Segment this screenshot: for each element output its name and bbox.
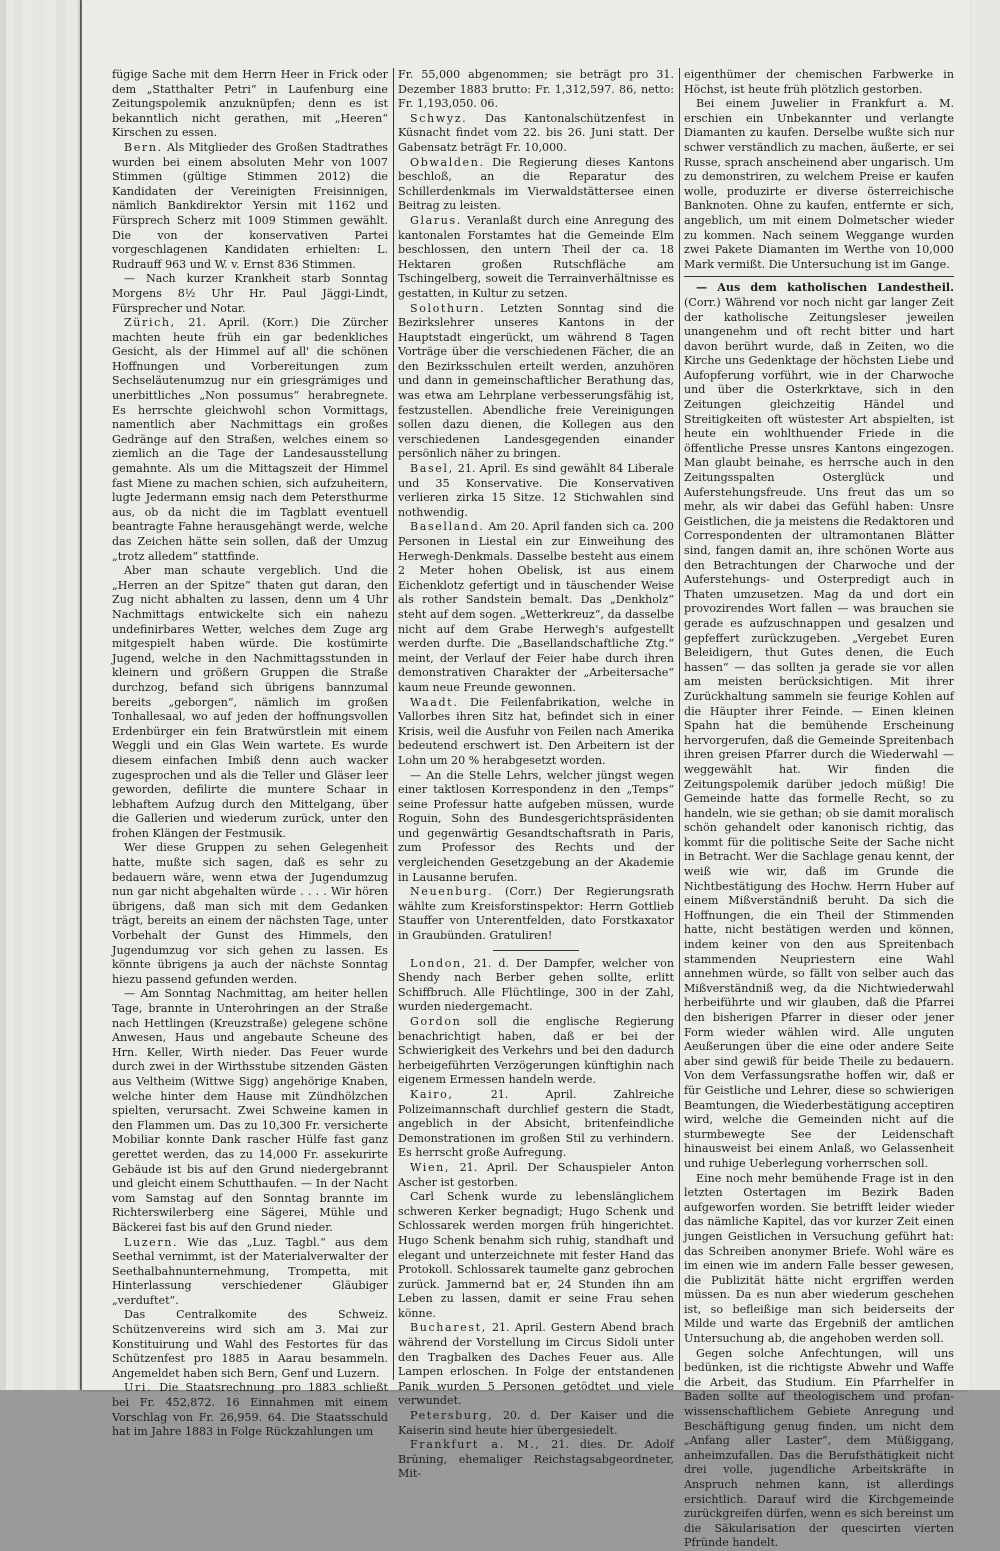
article-paragraph <box>398 769 674 886</box>
column-rule <box>679 68 680 1380</box>
paragraph-lead: Obwalden. <box>410 155 485 169</box>
article-paragraph <box>112 841 388 987</box>
paragraph-text: eigenthümer der chemischen Farbwerke in Höchst, ist heute früh plötzlich gestorben. <box>684 68 954 96</box>
article-paragraph <box>684 68 954 97</box>
paragraph-text: Letzten Sonntag sind die Bezirkslehrer unseres Kantons in der Hauptstadt eingerückt, um während 8 Tagen Vorträge über die verschiedenen Fächer, die an den Bezirksschulen erteilt werden, anzuhören und dann in gemeinschaftlicher Berathung das, was etwa am Lehrplane verbesserungsfähig ist, festzustellen. Abendliche freie Vereinigungen sollen dazu dienen, die Kollegen aus den verschiedenen Landesgegenden einander persönlich näher zu bringen. <box>398 301 674 461</box>
paragraph-text: 21. April. Zahlreiche Polizeimannschaft durchlief gestern die Stadt, angeblich in der Absicht, britenfeindliche Demonstrationen im großen Stil zu verhindern. Es herrscht große Aufregung. <box>398 1087 674 1160</box>
article-paragraph <box>112 1236 388 1309</box>
paragraph-text: Wie das „Luz. Tagbl.“ aus dem Seethal vernimmt, ist der Materialverwalter der Seethalbahnunternehmung, Trompetta, mit Hinterlassung verschiedener Gläubiger „verduftet“. <box>112 1235 388 1307</box>
paragraph-lead: Wien, <box>410 1160 450 1174</box>
article-paragraph <box>398 1190 674 1321</box>
article-paragraph <box>112 272 388 316</box>
section-separator <box>493 950 579 951</box>
paragraph-text: Carl Schenk wurde zu lebenslänglichem schweren Kerker begnadigt; Hugo Schenk und Schlossarek werden morgen früh hingerichtet. Hugo Schenk benahm sich ruhig, standhaft und elegant und unterzeichnete mit fester Hand das Protokoll. Schlossarek taumelte ganz gebrochen zurück. Jammernd bat er, 24 Stunden ihn am Leben zu lassen, damit er seine Frau sehen könne. <box>398 1190 674 1320</box>
article-paragraph <box>112 141 388 272</box>
paragraph-text: — An die Stelle Lehrs, welcher jüngst wegen einer taktlosen Korrespondenz in den „Temps“ seine Professur hatte aufgeben müssen, wurde Roguin, Sohn des Bundesgerichtspräsidenten und gegenwärtig Gesandtschaftsrath in Paris, zum Professor des Rechts und der vergleichenden Gesetzgebung an der Akademie in Lausanne berufen. <box>398 768 674 884</box>
paragraph-lead: Frankfurt a. M., <box>410 1438 541 1452</box>
article-paragraph <box>398 1088 674 1161</box>
paragraph-text: Das Centralkomite des Schweiz. Schützenvereins wird sich am 3. Mai zur Konstituirung und Wahl des Festortes für das Schützenfest pro 1885 in Aarau besammeln. Angemeldet haben sich Bern, Genf und Luzern. <box>112 1308 388 1380</box>
section-rule <box>684 276 954 277</box>
paragraph-text: fügige Sache mit dem Herrn Heer in Frick oder dem „Statthalter Petri“ in Laufenburg eine Zeitungspolemik anzuknüpfen; denn es ist bekanntlich nicht gerathen, mit „Heeren“ Kirschen zu essen. <box>112 68 388 140</box>
paragraph-text: Am 20. April fanden sich ca. 200 Personen in Liestal ein zur Einweihung des Herwegh-Denkmals. Dasselbe besteht aus einem 2 Meter hohen Obelisk, ist aus einem Eichenklotz gefertigt und in täuschender Weise als rother Sandstein bemalt. Das „Denkholz“ steht auf dem sogen. „Wetterkreuz“, da dasselbe nicht auf dem Grabe Herwegh's aufgestellt werden durfte. Die „Basellandschaftliche Ztg.“ meint, der Verlauf der Feier habe durch ihren demonstrativen Charakter der „Arbeitersache“ kaum neue Freunde gewonnen. <box>398 520 674 694</box>
column-area <box>112 68 955 1550</box>
paragraph-text: 20. d. Der Kaiser und die Kaiserin sind heute hier übergesiedelt. <box>398 1409 674 1437</box>
paragraph-lead: Uri. <box>124 1381 153 1395</box>
article-paragraph <box>684 1172 954 1347</box>
paragraph-text: Wer diese Gruppen zu sehen Gelegenheit hatte, mußte sich sagen, daß es sehr zu bedauern wäre, wenn etwa der Jugendumzug nun gar nicht abgehalten würde . . . . Wir hören übrigens, daß man sich mit dem Gedanken trägt, bereits an einem der nächsten Tage, unter Vorbehalt der Gunst des Himmels, den Jugendumzug vor sich gehen zu lassen. Es könnte übrigens ja auch der nächste Sonntag hiezu passend gefunden werden. <box>112 841 388 986</box>
column-3 <box>684 68 955 1550</box>
article-paragraph <box>398 1161 674 1190</box>
article-paragraph <box>684 97 954 272</box>
paragraph-lead: Bucharest, <box>410 1321 487 1335</box>
paragraph-text: Als Mitglieder des Großen Stadtrathes wurden bei einem absoluten Mehr von 1007 Stimmen (gültige Stimmen 2012) die Kandidaten der Vereinigten Freisinnigen, nämlich Bankdirektor Yersin mit 1162 und Fürsprech Scherz mit 1009 Stimmen gewählt. Die von der konservativen Partei vorgeschlagenen Kandidaten erhielten: L. Rudrauff 963 und W. v. Ernst 836 Stimmen. <box>112 140 388 271</box>
paragraph-lead: Zürich, <box>124 316 176 330</box>
paragraph-lead: Neuenburg. <box>410 885 494 899</box>
article-paragraph <box>398 696 674 769</box>
article-paragraph <box>398 520 674 695</box>
paragraph-text: Bei einem Juwelier in Frankfurt a. M. erschien ein Unbekannter und verlangte Diamanten zu kaufen. Derselbe wußte sich nur schwer verständlich zu machen, äußerte, er sei Russe, sprach anscheinend aber ungarisch. Um zu demonstriren, zu welchem Preise er kaufen wolle, produzirte er diverse österreichische Banknoten. Ohne zu kaufen, entfernte er sich, angeblich, um mit einem Dolmetscher wieder zu kommen. Nach seinem Weggange wurden zwei Pakete Diamanten im Werthe von 10,000 Mark vermißt. Die Untersuchung ist im Gange. <box>684 97 954 271</box>
paragraph-lead: Luzern. <box>124 1235 179 1249</box>
column-2 <box>398 68 674 1481</box>
paragraph-text: (Corr.) Während vor noch nicht gar langer Zeit der katholische Zeitungsleser jeweilen unangenehm und oft recht bitter und hart davon berührt wurde, daß in Zeiten, wo die Kirche uns Gedenktage der höchsten Liebe und Aufopferung vorführt, wie in der Charwoche und über die Osterkrktave, sich in den Zeitungen gleichzeitig Händel und Streitigkeiten oft wüstester Art abspielten, ist heute ein wohlthuender Friede in die öffentliche Presse unsres Kantons eingezogen. Man glaubt beinahe, es herrsche auch in den Zeitungsspalten Osterglück und Auferstehungsfreude. Uns freut das um so mehr, als wir dabei das Gefühl haben: Unsre Geistlichen, die ja meistens die Redaktoren und Correspondenten der ultramontanen Blätter sind, fangen damit an, ihre schönen Worte aus den Betrachtungen der Charwoche und der Auferstehungs- und Osterpredigt auch in Thaten umzusetzen. Mag da und dort ein provozirendes Wort fallen — was brauchen sie gerade es aufzuschnappen und gesalzen und gepfeffert zurückzugeben. „Vergebet Euren Beleidigern, thut Gutes denen, die Euch hassen“ — das sollten ja gerade sie vor allen am meisten berücksichtigen. Mit ihrer Zurückhaltung sammeln sie feurige Kohlen auf die Häupter ihrer Feinde. — Einen kleinen Spahn hat die bemühende Erscheinung hervorgerufen, daß die Gemeinde Spreitenbach ihren greisen Pfarrer durch die Wiederwahl — weggewählt hat. Wir finden die Zeitungspolemik darüber jedoch müßig! Die Gemeinde hatte das formelle Recht, so zu handeln, wie sie gethan; ob sie damit moralisch schön gehandelt oder kanonisch richtig, das kommt für die politische Seite der Sache nicht in Betracht. Wer die Sachlage genau kennt, der weiß wie wir, daß im Grunde die Nichtbestätigung des Hochw. Herrn Huber auf einem Mißverständniß beruht. Da sich die Hoffnungen, die ein Theil der Stimmenden hatte, nicht bestätigen werden und können, indem keiner von den aus Spreitenbach stammenden Neupriestern eine Wahl annehmen würde, so fällt von selber auch das Mißverständniß weg, da die Nichtwiederwahl herbeiführte und wir glauben, daß die Pfarrei den bisherigen Pfarrer in dieser oder jener Form wieder wählen wird. Alle unguten Aeußerungen über die eine oder andere Seite aber sind gewiß für beide Theile zu bedauern. Von dem Verfassungsrathe hoffen wir, daß er für Geistliche und Lehrer, diese so schwierigen Beamtungen, die Wiederbestätigung acceptiren wird, welche die Gemeinden nicht auf die sturmbewegte See der Leidenschaft hinausweist bei einem Anlaß, wo Gelassenheit und ruhige Ueberlegung vorherrschen soll. <box>684 295 954 1170</box>
paragraph-lead: Petersburg, <box>410 1409 494 1423</box>
paragraph-text: Eine noch mehr bemühende Frage ist in den letzten Ostertagen im Bezirk Baden aufgeworfen worden. Sie betrifft leider wieder das nämliche Kapitel, das vor kurzer Zeit einen jungen Geistlichen in Versuchung geführt hat: das Schreiben anonymer Briefe. Wohl wäre es im einen wie im andern Falle besser gewesen, die Publizität hätte nicht ergriffen werden müssen. Da es nun aber wiederum geschehen ist, so befleißige man sich beiderseits der Milde und warte das Ergebniß der amtlichen Untersuchung ab, die angehoben werden soll. <box>684 1171 954 1346</box>
paragraph-text: 21. April. Es sind gewählt 84 Liberale und 35 Konservative. Die Konservativen verlieren zirka 15 Sitze. 12 Stichwahlen sind nothwendig. <box>398 462 674 519</box>
paragraph-text: Gegen solche Anfechtungen, will uns bedünken, ist die richtigste Abwehr und Waffe die Arbeit, das Studium. Ein Pfarrhelfer in Baden sollte auf theologischem und profan-wissenschaftlichem Gebiete Anregung und Beschäftigung genug finden, um nicht dem „Anfang aller Laster“, dem Müßiggang, anheimzufallen. Das die Berufsthätigkeit nicht drei volle, jugendliche Arbeitskräfte in Anspruch nehmen kann, ist allerdings ersichtlich. Darauf wird die Kirchgemeinde zurückgreifen dürfen, wenn es sich bereinst um die Säkularisation der quescirten vierten Pfründe handelt. <box>684 1346 955 1550</box>
paragraph-lead: London, <box>410 956 467 970</box>
article-paragraph <box>684 281 954 1171</box>
article-paragraph <box>112 1381 388 1439</box>
article-paragraph <box>398 302 674 463</box>
article-paragraph <box>112 1308 388 1381</box>
paragraph-text: Die Feilenfabrikation, welche in Vallorbes ihren Sitz hat, befindet sich in einer Krisis, weil die Ausfuhr von Feilen nach Amerika bedeutend erschwert ist. Den Arbeitern ist der Lohn um 20 % herabgesetzt worden. <box>398 695 674 767</box>
paragraph-lead: Solothurn. <box>410 301 486 315</box>
article-paragraph <box>398 1409 674 1438</box>
article-paragraph <box>398 68 674 112</box>
paragraph-lead: Schwyz. <box>410 111 468 125</box>
paragraph-text: soll die englische Regierung benachrichtigt haben, daß er bei der Schwierigkeit des Verkehrs und bei den dadurch herbeigeführten Verzögerungen künftighin nach eigenem Ermessen handeln werde. <box>398 1015 674 1087</box>
paragraph-text: Die Regierung dieses Kantons beschloß, an die Reparatur des Schillerdenkmals im Vierwaldstättersee einen Beitrag zu leisten. <box>398 155 674 213</box>
paragraph-text: 21. April. Gestern Abend brach während der Vorstellung im Circus Sidoli unter den Tragbalken des Daches Feuer aus. Alle Lampen erloschen. In Folge der entstandenen Panik wurden 5 Personen getödtet und viele verwundet. <box>398 1321 674 1408</box>
paragraph-lead: Kairo, <box>410 1087 454 1101</box>
paragraph-text: 21. April. (Korr.) Die Zürcher machten heute früh ein gar bedenkliches Gesicht, als der Himmel auf all' die schönen Hoffnungen und Vorbereitungen zum Sechseläutenumzug nur ein griesgrämiges und unerbittliches „Non possumus“ herabregnete. Es herrschte gleichwohl schon Vormittags, namentlich aber Nachmittags ein großes Gedränge auf den Straßen, welches einem so ziemlich an die Tage der Landesausstellung gemahnte. Als um die Mittagszeit der Himmel fast Miene zu machen schien, sich aufzuheitern, lugte Jedermann emsig nach dem Petersthurme aus, ob da nicht die im Tagblatt eventuell beantragte Fahne herausgehängt werde, welche das Zeichen hätte sein sollen, daß der Umzug „trotz alledem“ stattfinde. <box>112 316 388 563</box>
article-paragraph <box>398 112 674 156</box>
article-paragraph <box>112 987 388 1235</box>
article-paragraph <box>398 462 674 520</box>
paragraph-lead: Gordon <box>410 1015 462 1028</box>
paragraph-text: 21. dies. Dr. Adolf Brüning, ehemaliger Reichstagsabgeordneter, Mit- <box>398 1438 674 1481</box>
article-paragraph <box>112 68 388 141</box>
article-paragraph <box>398 156 674 214</box>
article-paragraph <box>112 564 388 841</box>
page-right-edge <box>969 0 1000 1390</box>
paragraph-lead: Bern. <box>124 140 163 154</box>
paragraph-text: — Nach kurzer Krankheit starb Sonntag Morgens 8½ Uhr Hr. Paul Jäggi-Lindt, Fürsprecher und Notar. <box>112 272 388 315</box>
article-paragraph <box>398 1321 674 1409</box>
article-paragraph <box>398 1438 674 1482</box>
paragraph-lead: Basel, <box>410 462 454 476</box>
paragraph-text: 21. April. Der Schauspieler Anton Ascher ist gestorben. <box>398 1160 674 1189</box>
page-stack-edge <box>66 0 81 1390</box>
column-1 <box>112 68 388 1439</box>
paragraph-text: Das Kantonalschützenfest in Küsnacht findet vom 22. bis 26. Juni statt. Der Gabensatz beträgt Fr. 10,000. <box>398 111 674 154</box>
article-paragraph <box>398 1015 674 1088</box>
paragraph-text: Aber man schaute vergeblich. Und die „Herren an der Spitze“ thaten gut daran, den Zug nicht abhalten zu lassen, denn um 4 Uhr Nachmittags entwickelte sich ein nahezu undefinirbares Wetter, welches dem Zuge arg mitgespielt haben würde. Die kostümirte Jugend, welche in den Nachmittagsstunden in kleinern und größern Gruppen die Straße durchzog, befand sich übrigens bannzumal bereits „geborgen“, nämlich im großen Tonhallesaal, wo auf jeden der hoffnungsvollen Erdenbürger ein fein Bratwürstlein mit einem Weggli und ein Glas Wein wartete. Es wurde diesem einfachen Imbiß denn auch wacker zugesprochen und als die Teller und Gläser leer geworden, defilirte die muntere Schaar in lebhaftem Aufzug durch den Mittelgang, über die Gallerien und wiederum zurück, unter den frohen Klängen der Festmusik. <box>112 564 388 840</box>
paragraph-lead: Glarus. <box>410 213 462 227</box>
paragraph-text: Die Staatsrechnung pro 1883 schließt bei Fr. 452,872. 16 Einnahmen mit einem Vorschlag von Fr. 26,959. 64. Die Staatsschuld hat im Jahre 1883 in Folge Rückzahlungen um <box>112 1381 388 1439</box>
paragraph-text: 21. d. Der Dampfer, welcher von Shendy nach Berber gehen sollte, erlitt Schiffbruch. Alle Flüchtlinge, 300 in der Zahl, wurden niedergemacht. <box>398 956 674 1014</box>
article-paragraph <box>684 1347 954 1551</box>
newspaper-page <box>82 0 970 1550</box>
article-paragraph <box>398 885 674 943</box>
paragraph-text: Veranlaßt durch eine Anregung des kantonalen Forstamtes hat die Gemeinde Elm beschlossen, den untern Theil der ca. 18 Hektaren großen Rutschfläche am Tschingelberg, soweit die Terrainverhältnisse es gestatten, in Kultur zu setzen. <box>398 213 674 300</box>
paragraph-lead: Baselland. <box>410 520 485 534</box>
article-paragraph <box>112 316 388 564</box>
column-rule <box>393 68 394 1380</box>
paragraph-text: Fr. 55,000 abgenommen; sie beträgt pro 31. Dezember 1883 brutto: Fr. 1,312,597. 86, netto: Fr. 1,193,050. 06. <box>398 68 674 111</box>
paragraph-text: — Am Sonntag Nachmittag, am heiter hellen Tage, brannte in Unterohringen an der Straße nach Hettlingen (Kreuzstraße) gelegene schöne Anwesen, Haus und angebaute Scheune des Hrn. Keller, Wirth nieder. Das Feuer wurde durch zwei in der Wirthsstube sitzenden Gästen aus Veltheim (Wittwe Sigg) angehörige Knaben, welche hinter dem Hause mit Zündhölzchen spielten, verursacht. Zwei Schweine kamen in den Flammen um. Das zu 10,300 Fr. versicherte Mobiliar konnte Dank rascher Hülfe fast ganz gerettet werden, das zu 14,000 Fr. assekurirte Gebäude ist bis auf den Grund niedergebrannt und gleicht einem Schutthaufen. — In der Nacht vom Samstag auf den Sonntag brannte im Richterswilerberg eine Sägerei, Mühle und Bäckerei fast bis auf den Grund nieder. <box>112 987 388 1234</box>
article-paragraph <box>398 957 674 1015</box>
paragraph-lead: Waadt. <box>410 695 459 709</box>
paragraph-text: (Corr.) Der Regierungsrath wählte zum Kreisforstinspektor: Herrn Gottlieb Stauffer von Unterentfelden, dato Forstkaxator in Graubünden. Gratuliren! <box>398 885 674 943</box>
article-paragraph <box>398 214 674 302</box>
paragraph-lead: — Aus dem katholischen Landestheil. <box>696 281 954 295</box>
